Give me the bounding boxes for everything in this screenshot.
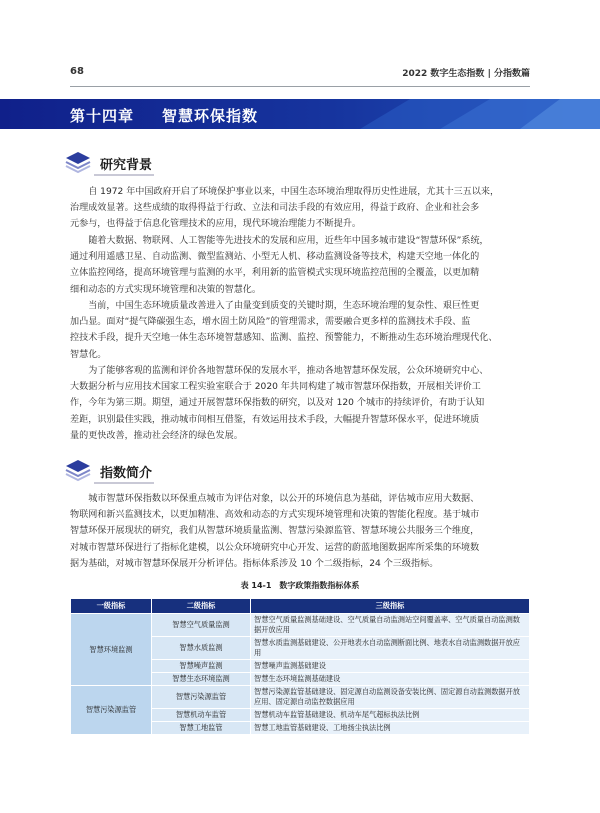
chapter-banner	[0, 99, 600, 129]
text-line: 量的更快改善，推动社会经济的绿色发展。	[70, 430, 243, 441]
column-header: 三级指标	[251, 599, 530, 614]
section-rule	[94, 482, 154, 484]
paragraph	[70, 233, 530, 298]
text-line: 据为基础，对城市智慧环保展开分析评估。指标体系涉及 10 个二级指标，24 个三级指标。	[70, 558, 439, 569]
text-line: 差距，识别最佳实践，推动城市间相互借鉴，有效运用技术手段，大幅提升智慧环保水平，促进环境质	[70, 414, 480, 425]
level3-cell: 智慧工地监管基础建设、工地扬尘执法比例	[251, 722, 530, 735]
page-number: 68	[70, 66, 84, 77]
header-rule	[70, 86, 530, 87]
paragraph	[70, 298, 530, 363]
text-line: 当前，中国生态环境质量改善进入了由量变到质变的关键时期，生态环境治理的复杂性、艰巨性更	[70, 301, 480, 311]
running-head: 2022 数字生态指数 | 分指数篇	[402, 69, 530, 79]
level2-cell: 智慧工地监管	[152, 722, 251, 735]
section-title: 研究背景	[100, 158, 153, 173]
page-header	[0, 38, 600, 88]
text-line: 物联网和新兴监测技术，以更加精准、高效和动态的方式实现环境管理和决策的智能化程度。基于城市	[70, 510, 480, 521]
text-line: 智慧环保开展现状的研究，我们从智慧环境质量监测、智慧污染源监管、智慧环境公共服务三个维度，	[70, 526, 480, 537]
section-title: 指数简介	[100, 466, 153, 481]
text-line: 通过利用遥感卫星、自动监测、微型监测站、小型无人机、移动监测设备等技术，构建天空地一体化的	[70, 252, 480, 263]
text-line: 对城市智慧环保进行了指标化建模，以公众环境研究中心开发、运营的蔚蓝地图数据库所采集的环境数	[70, 542, 480, 553]
text-line: 作，今年为第三期。期望，通过开展智慧环保指数的研究，以及对 120 个城市的持续评价，有助于认知	[70, 398, 485, 409]
text-line: 随着大数据、物联网、人工智能等先进技术的发展和应用，近些年中国多城市建设“智慧环保”系统，	[70, 236, 489, 246]
indicator-table	[70, 598, 530, 735]
text-line: 大数据分析与应用技术国家工程实验室联合于 2020 年共同构建了城市智慧环保指数，开展相关评价工	[70, 382, 481, 393]
banner-decoration	[300, 99, 600, 129]
level3-cell: 智慧生态环境监测基础建设	[251, 673, 530, 686]
level2-cell: 智慧空气质量监测	[152, 614, 251, 637]
text-line: 自 1972 年中国政府开启了环境保护事业以来，中国生态环境治理取得历史性进展，尤其十三五以来，	[70, 187, 500, 197]
level3-cell: 智慧水质监测基础建设、公开地表水自动监测断面比例、地表水自动监测数据开放应用	[251, 637, 530, 660]
level2-cell: 智慧机动车监管	[152, 709, 251, 722]
text-line: 元参与，也得益于信息化管理技术的应用，现代环境治理能力不断提升。	[70, 219, 362, 230]
paragraph	[70, 491, 530, 572]
level2-cell: 智慧生态环境监测	[152, 673, 251, 686]
layered-diamond-icon	[64, 150, 92, 176]
level3-cell: 智慧机动车监管基础建设、机动车尾气超标执法比例	[251, 709, 530, 722]
level2-cell: 智慧噪声监测	[152, 660, 251, 673]
text-line: 控技术手段，提升天空地一体生态环境智慧感知、监测、监控、预警能力，不断推动生态环境治理现代化、	[70, 333, 498, 344]
paragraph	[70, 184, 530, 233]
table-header-row	[71, 599, 530, 614]
chapter-number: 第十四章	[70, 107, 135, 125]
section-rule	[94, 174, 154, 176]
text-line: 细和动态的方式实现环境管理和决策的智慧化。	[70, 284, 261, 295]
text-line: 加凸显。面对“提气降碳强生态，增水固土防风险”的管理需求，需要融合更多样的监测技术手段、监	[70, 317, 471, 328]
text-line: 城市智慧环保指数以环保重点城市为评估对象，以公开的环境信息为基础，评估城市应用大数据、	[70, 494, 480, 504]
column-header: 二级指标	[152, 599, 251, 614]
level3-cell: 智慧空气质量监测基础建设、空气质量自动监测站空间覆盖率、空气质量自动监测数据开放应用	[251, 614, 530, 637]
column-header: 一级指标	[71, 599, 152, 614]
chapter-heading	[70, 105, 258, 126]
level2-cell: 智慧污染源监管	[152, 686, 251, 709]
text-line: 立体监控网络，提高环境管理与监测的水平，利用新的监管模式实现环境监控范围的全覆盖，以更加精	[70, 268, 480, 279]
level1-cell: 智慧环境监测	[71, 614, 152, 686]
table-caption: 表 14-1 数字政策指数指标体系	[240, 581, 360, 590]
paragraph	[70, 363, 530, 444]
level2-cell: 智慧水质监测	[152, 637, 251, 660]
level3-cell: 智慧污染源监管基础建设、固定源自动监测设备安装比例、固定源自动监测数据开放应用、固定源自动监控数据应用	[251, 686, 530, 709]
table-row	[71, 614, 530, 637]
text-line: 智慧化。	[70, 349, 107, 360]
level3-cell: 智慧噪声监测基础建设	[251, 660, 530, 673]
level1-cell: 智慧污染源监管	[71, 686, 152, 735]
table-row	[71, 686, 530, 709]
text-line: 治理成效显著。这些成绩的取得得益于行政、立法和司法手段的有效应用，得益于政府、企业和社会多	[70, 203, 480, 214]
layered-diamond-icon	[64, 458, 92, 484]
text-line: 为了能够客观的监测和评价各地智慧环保的发展水平，推动各地智慧环保发展，公众环境研究中心、	[70, 366, 489, 376]
chapter-title: 智慧环保指数	[162, 107, 259, 125]
